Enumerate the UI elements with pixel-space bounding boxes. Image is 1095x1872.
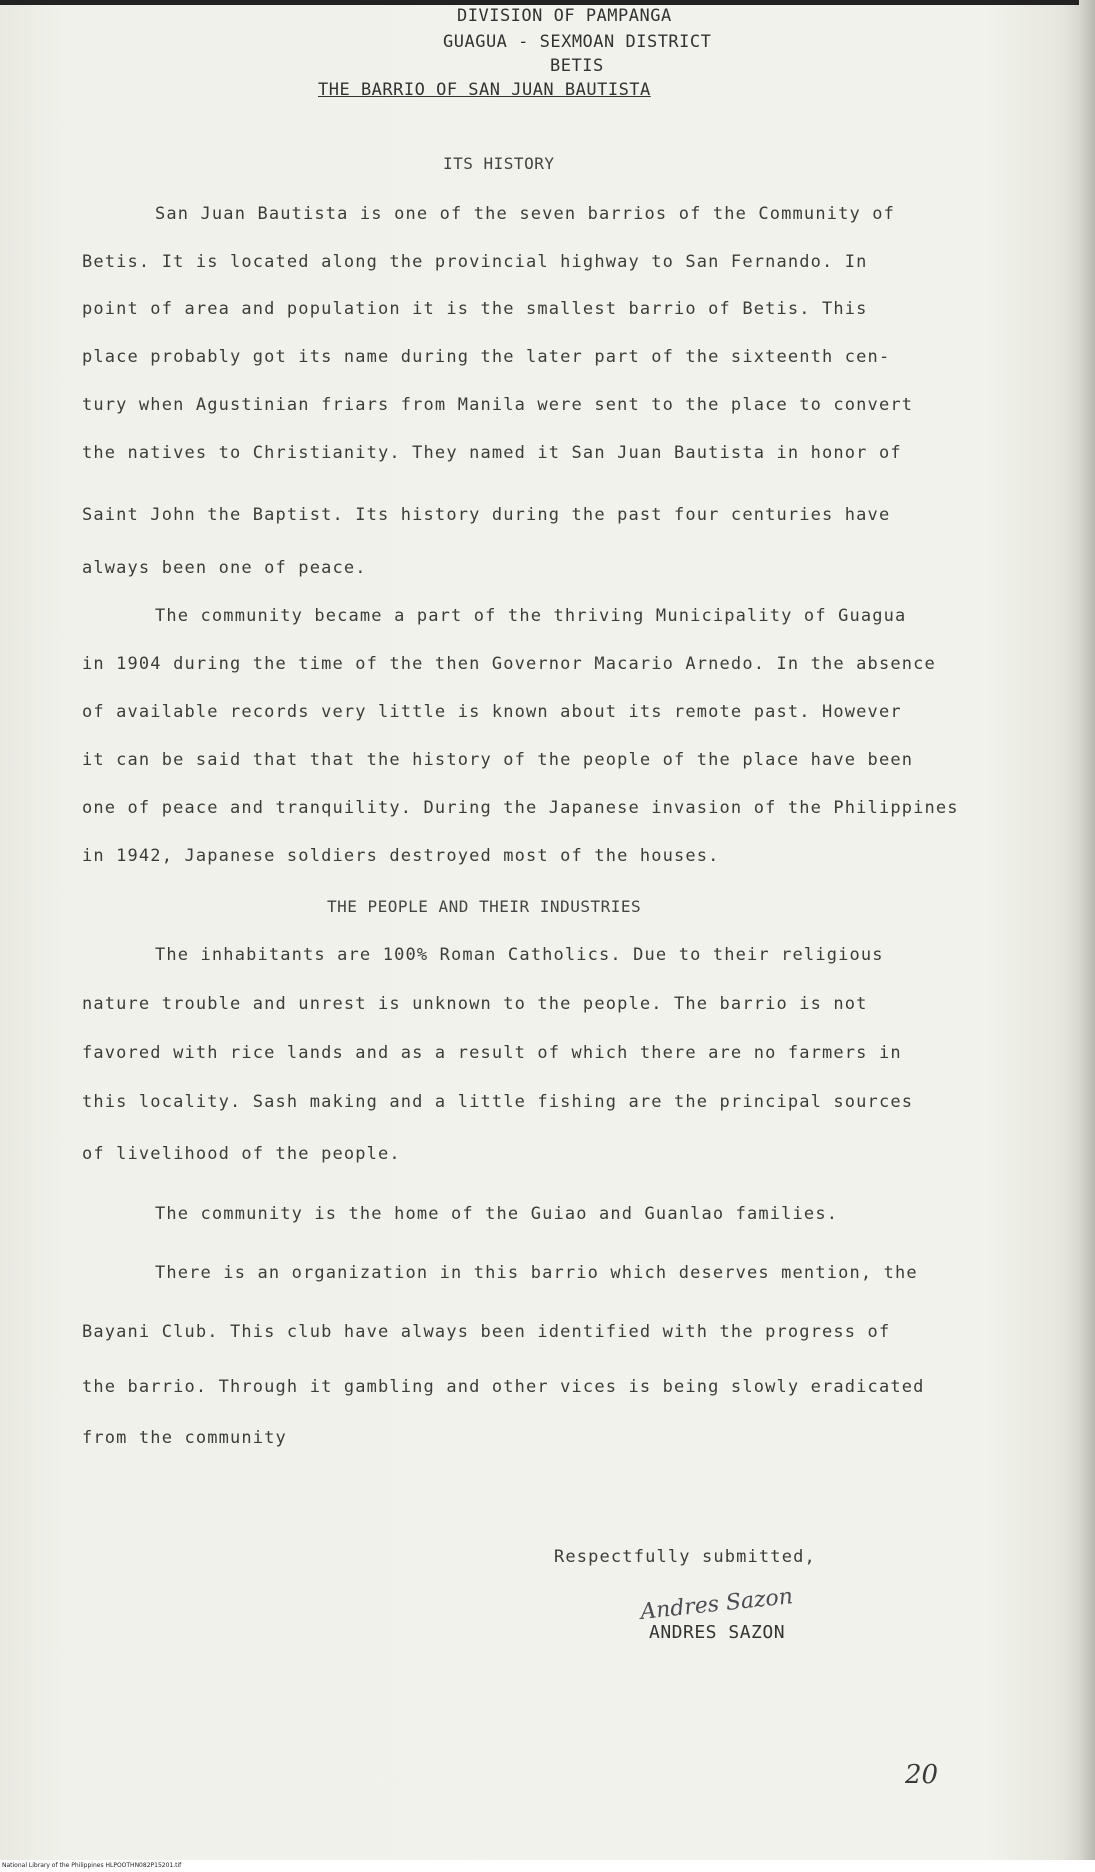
body-line: nature trouble and unrest is unknown to the people. The barrio is not — [82, 994, 868, 1014]
scan-right-edge — [1079, 0, 1095, 1860]
body-line: The community became a part of the thriving Municipality of Guagua — [155, 606, 907, 626]
body-line: Betis. It is located along the provincial highway to San Fernando. In — [82, 252, 868, 272]
body-line: of available records very little is known about its remote past. However — [82, 702, 902, 722]
body-line: this locality. Sash making and a little fishing are the principal sources — [82, 1092, 914, 1112]
body-line: The community is the home of the Guiao and Guanlao families. — [155, 1204, 839, 1224]
scan-top-edge — [0, 0, 1095, 5]
body-line: from the community — [82, 1428, 287, 1448]
body-line: San Juan Bautista is one of the seven barrios of the Community of — [155, 204, 896, 224]
body-line: one of peace and tranquility. During the Japanese invasion of the Philippines — [82, 798, 959, 818]
scan-footer: National Library of the Philippines HLPOOTHN082P15201.tif — [0, 1860, 1095, 1872]
body-line: favored with rice lands and as a result of which there are no farmers in — [82, 1043, 902, 1063]
closing-text: Respectfully submitted, — [554, 1547, 816, 1567]
body-line: Saint John the Baptist. Its history during the past four centuries have — [82, 505, 891, 525]
body-line: always been one of peace. — [82, 558, 367, 578]
body-line: Bayani Club. This club have always been identified with the progress of — [82, 1322, 891, 1342]
body-line: the barrio. Through it gambling and other vices is being slowly eradicated — [82, 1377, 925, 1397]
document-title: THE BARRIO OF SAN JUAN BAUTISTA — [318, 80, 651, 100]
header-community: BETIS — [550, 56, 604, 76]
body-line: tury when Agustinian friars from Manila were sent to the place to convert — [82, 395, 914, 415]
page-number: 20 — [905, 1760, 939, 1790]
signature: Andres Sazon — [639, 1584, 795, 1625]
body-line: of livelihood of the people. — [82, 1144, 401, 1164]
header-district: GUAGUA - SEXMOAN DISTRICT — [443, 32, 712, 52]
body-line: place probably got its name during the later part of the sixteenth cen- — [82, 347, 891, 367]
header-division: DIVISION OF PAMPANGA — [457, 6, 672, 26]
section-heading-history: ITS HISTORY — [443, 154, 555, 173]
section-heading-people: THE PEOPLE AND THEIR INDUSTRIES — [327, 897, 642, 916]
body-line: the natives to Christianity. They named it San Juan Bautista in honor of — [82, 443, 902, 463]
body-line: it can be said that that the history of the people of the place have been — [82, 750, 914, 770]
body-line: in 1904 during the time of the then Governor Macario Arnedo. In the absence — [82, 654, 936, 674]
body-line: There is an organization in this barrio which deserves mention, the — [155, 1263, 918, 1283]
body-line: point of area and population it is the smallest barrio of Betis. This — [82, 299, 868, 319]
body-line: in 1942, Japanese soldiers destroyed most of the houses. — [82, 846, 720, 866]
signatory-name: ANDRES SAZON — [649, 1622, 786, 1643]
body-line: The inhabitants are 100% Roman Catholics. Due to their religious — [155, 945, 884, 965]
